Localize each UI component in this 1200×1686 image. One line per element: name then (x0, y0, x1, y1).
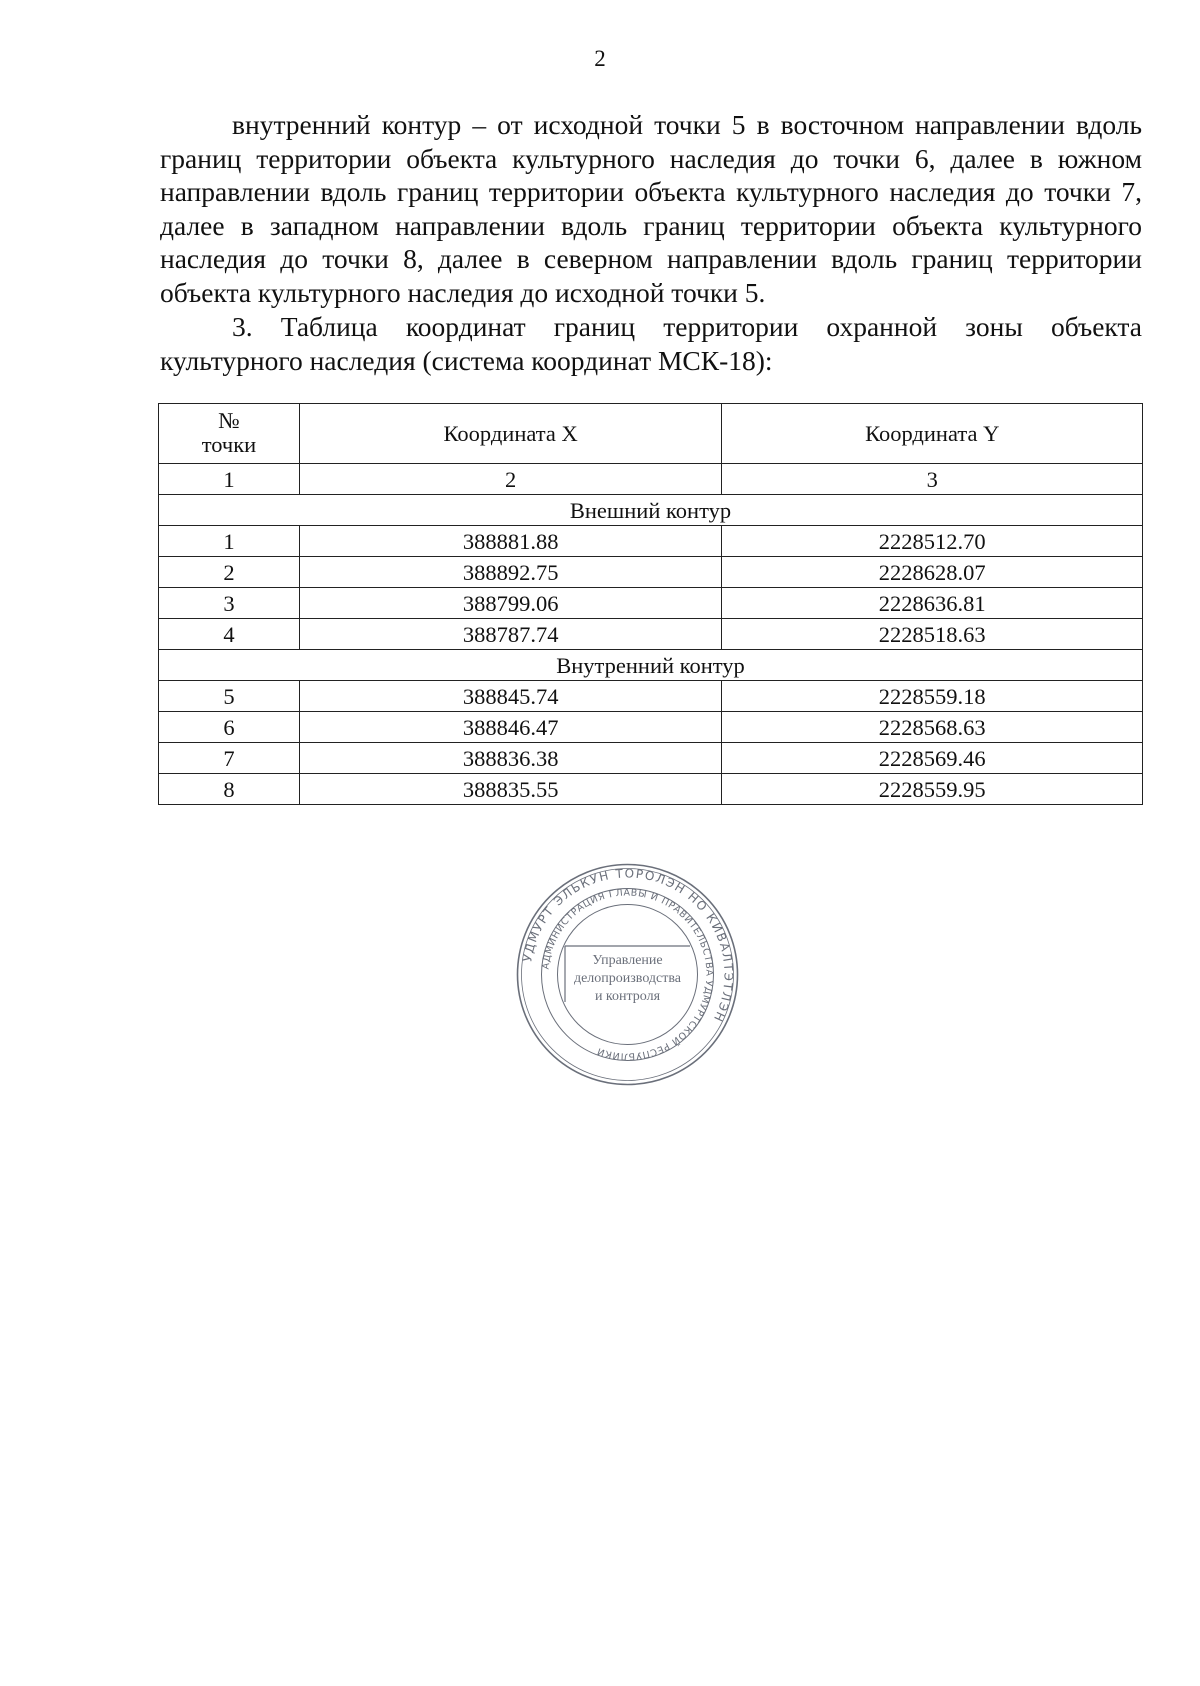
x-cell: 388835.55 (299, 774, 722, 805)
column-number: 2 (299, 464, 722, 495)
point-cell: 7 (159, 743, 300, 774)
table-row (159, 526, 1143, 557)
coordinates-table (158, 403, 1143, 805)
official-seal-stamp (515, 862, 740, 1087)
x-cell: 388881.88 (299, 526, 722, 557)
paragraph-table-caption: 3. Таблица координат границ территории охранной зоны объекта культурного наследия (система координат МСК-18): (160, 311, 1142, 376)
table-row (159, 681, 1143, 712)
y-cell: 2228512.70 (722, 526, 1143, 557)
table-row (159, 743, 1143, 774)
header-coordinate-y: Координата Y (722, 404, 1143, 464)
point-cell: 6 (159, 712, 300, 743)
point-cell: 1 (159, 526, 300, 557)
x-cell: 388845.74 (299, 681, 722, 712)
seal-outer-text: УДМУРТ ЭЛЬКУН ТОРОЛЭН НО КИВАЛТЭТЛЭН (520, 866, 736, 1026)
table-row (159, 557, 1143, 588)
table-header-row (159, 404, 1143, 464)
page-number: 2 (594, 46, 606, 71)
y-cell: 2228628.07 (722, 557, 1143, 588)
column-number: 3 (722, 464, 1143, 495)
point-cell: 2 (159, 557, 300, 588)
y-cell: 2228569.46 (722, 743, 1143, 774)
section-title: Внутренний контур (159, 650, 1143, 681)
table-row (159, 712, 1143, 743)
column-number: 1 (159, 464, 300, 495)
header-coordinate-x: Координата X (299, 404, 722, 464)
point-cell: 5 (159, 681, 300, 712)
x-cell: 388846.47 (299, 712, 722, 743)
section-row-outer (159, 495, 1143, 526)
section-row-inner (159, 650, 1143, 681)
column-number-row (159, 464, 1143, 495)
x-cell: 388787.74 (299, 619, 722, 650)
section-title: Внешний контур (159, 495, 1143, 526)
seal-center-line-1: Управление (592, 953, 663, 968)
body-text (160, 108, 1142, 377)
table-row (159, 619, 1143, 650)
x-cell: 388799.06 (299, 588, 722, 619)
table-row (159, 774, 1143, 805)
point-label: точки (201, 431, 257, 457)
table-row (159, 588, 1143, 619)
point-cell: 4 (159, 619, 300, 650)
paragraph-inner-contour: внутренний контур – от исходной точки 5 в восточном направлении вдоль границ территории объекта культурного наследия до точки 6, далее в южном направлении вдоль границ территории объекта культурного наследия до точки 7, далее в западном направлении вдоль границ территории объекта культурного наследия до точки 8, далее в северном направлении вдоль границ территории объекта культурного наследия до исходной точки 5. (160, 109, 1142, 308)
seal-inner-text: АДМИНИСТРАЦИЯ ГЛАВЫ И ПРАВИТЕЛЬСТВА УДМУРТСКОЙ РЕСПУБЛИКИ (540, 887, 715, 1062)
x-cell: 388892.75 (299, 557, 722, 588)
y-cell: 2228559.95 (722, 774, 1143, 805)
y-cell: 2228636.81 (722, 588, 1143, 619)
y-cell: 2228559.18 (722, 681, 1143, 712)
seal-center-line-3: и контроля (594, 989, 661, 1004)
seal-center-line-2: делопроизводства (573, 971, 682, 986)
point-cell: 3 (159, 588, 300, 619)
x-cell: 388836.38 (299, 743, 722, 774)
point-cell: 8 (159, 774, 300, 805)
header-point-number (159, 404, 300, 464)
number-sign: № (218, 407, 240, 433)
y-cell: 2228518.63 (722, 619, 1143, 650)
y-cell: 2228568.63 (722, 712, 1143, 743)
